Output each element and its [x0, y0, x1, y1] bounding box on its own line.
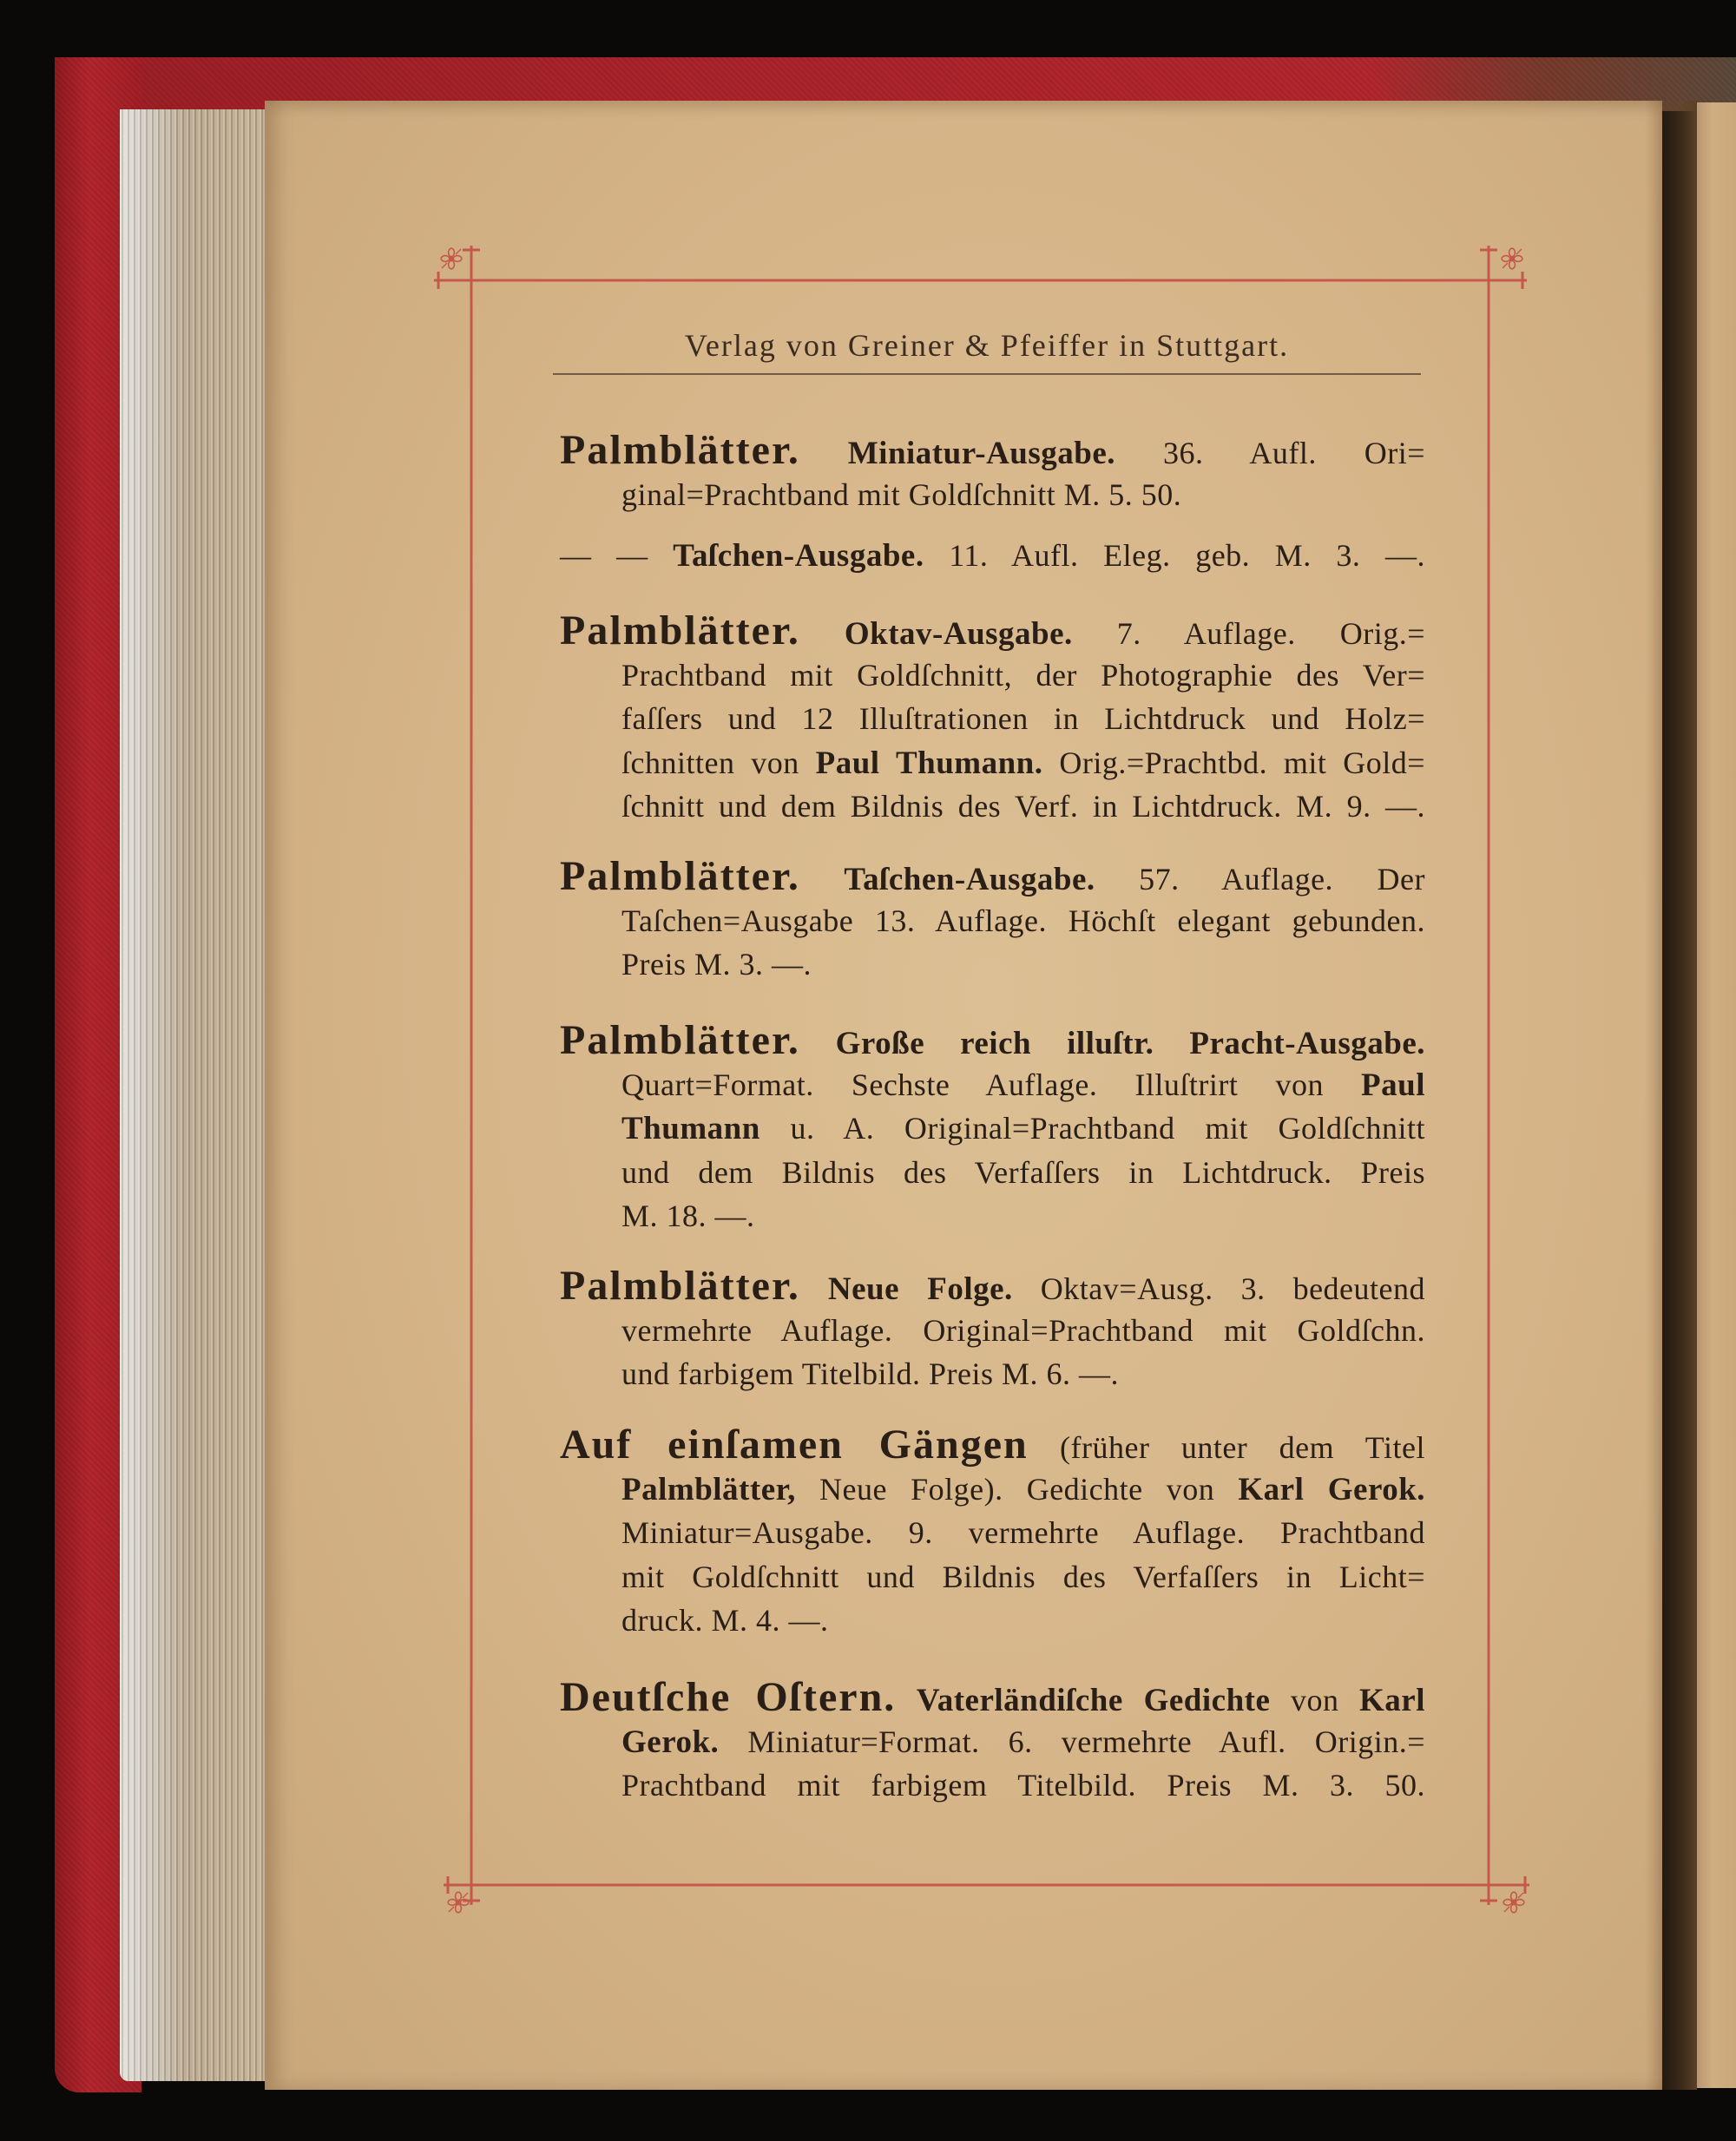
entry-line: [560, 942, 1425, 987]
entry-line: [560, 1511, 1425, 1555]
catalog-listing: [560, 0, 1425, 2141]
entry-line: [560, 429, 1425, 473]
entry-subtitle: Vaterländiſche Gedichte: [916, 1683, 1271, 1718]
entry-line: [560, 1423, 1425, 1468]
catalog-entry: [560, 534, 1425, 578]
catalog-entry: [560, 1423, 1425, 1643]
author-name: Gerok.: [621, 1724, 720, 1760]
entry-text: Neue Folge). Gedichte von: [819, 1471, 1215, 1507]
entry-text: Orig.=Prachtbd. mit Gold=: [1059, 745, 1426, 780]
entry-line: [560, 1763, 1425, 1808]
author-name: Karl Gerok.: [1238, 1471, 1426, 1507]
edition-label: Miniatur-Ausgabe.: [847, 436, 1116, 471]
entry-text: Oktav=Ausg. 3. bedeutend: [1040, 1271, 1426, 1306]
former-title: Palmblätter,: [621, 1471, 796, 1507]
entry-title: Palmblätter.: [560, 607, 800, 653]
entry-title: Palmblätter.: [560, 853, 800, 899]
entry-text: 57. Auflage. Der: [1139, 862, 1425, 896]
entry-line: [560, 1107, 1425, 1151]
entry-line: [560, 741, 1425, 785]
catalog-entry: [560, 1676, 1425, 1808]
entry-line: [560, 534, 1425, 578]
corner-ornament-bottom-right: [1503, 1892, 1524, 1913]
entry-text: und farbigem Titelbild. Preis M. 6. —.: [621, 1356, 1120, 1391]
entry-line: [560, 1468, 1425, 1512]
edition-label: Oktav-Ausgabe.: [844, 616, 1073, 652]
edition-label: Neue Folge.: [827, 1271, 1013, 1307]
entry-text: Quart=Format. Sechste Auflage. Illuſtrirt von: [621, 1067, 1324, 1102]
entry-line: [560, 785, 1425, 829]
entry-text: mit Goldſchnitt und Bildnis des Verfaſſers in Licht=: [621, 1559, 1425, 1594]
edition-label: Große reich illuſtr. Pracht-Ausgabe.: [835, 1026, 1425, 1061]
entry-line: [560, 1194, 1425, 1238]
entry-line: [560, 1555, 1425, 1599]
entry-text: ſchnitt und dem Bildnis des Verf. in Lichtdruck. M. 9. —.: [621, 789, 1425, 824]
entry-text: druck. M. 4. —.: [621, 1603, 829, 1638]
entry-text: vermehrte Auflage. Original=Prachtband mit Goldſchn.: [621, 1312, 1425, 1348]
entry-text: 7. Auflage. Orig.=: [1116, 616, 1426, 651]
catalog-entry: [560, 429, 1425, 516]
entry-line: [560, 1599, 1425, 1643]
entry-text: ginal=Prachtband mit Goldſchnitt M. 5. 50.: [621, 476, 1182, 512]
page-header: Verlag von Greiner & Pfeiffer in Stuttgart.: [684, 328, 1290, 363]
entry-price: M. 18. —.: [621, 1199, 755, 1233]
entry-line: [560, 1151, 1425, 1195]
entry-line: [560, 653, 1425, 698]
entry-line: [560, 1720, 1425, 1764]
entry-text: 11. Aufl. Eleg. geb. M. 3. —.: [949, 538, 1426, 573]
author-name: Karl: [1359, 1683, 1426, 1718]
entry-text: Prachtband mit farbigem Titelbild. Preis M. 3. 50.: [621, 1768, 1425, 1803]
entry-line: [560, 855, 1425, 899]
corner-ornament-top-left: [441, 248, 462, 269]
entry-text: Miniatur=Ausgabe. 9. vermehrte Auflage. Prachtband: [621, 1515, 1425, 1550]
entry-text: Taſchen=Ausgabe 13. Auflage. Höchſt elegant gebunden.: [621, 903, 1425, 938]
illustrator-name: Paul Thumann.: [815, 745, 1043, 781]
entry-line: [560, 1352, 1425, 1396]
entry-line: [560, 1309, 1425, 1353]
entry-title: Deutſche Oſtern.: [560, 1674, 897, 1720]
entry-line: [560, 1264, 1425, 1309]
entry-text: von: [1290, 1683, 1339, 1717]
illustrator-name: Paul: [1361, 1067, 1426, 1103]
edition-label: Taſchen-Ausgabe.: [673, 538, 924, 574]
entry-line: [560, 609, 1425, 653]
corner-ornament-bottom-left: [448, 1892, 469, 1913]
entry-text: 36. Aufl. Ori=: [1162, 436, 1426, 470]
entry-text: (früher unter dem Titel: [1060, 1430, 1425, 1465]
catalog-entry: [560, 855, 1425, 987]
entry-title: Palmblätter.: [560, 1263, 800, 1309]
entry-text: Miniatur=Format. 6. vermehrte Aufl. Origin.=: [747, 1724, 1425, 1759]
entry-price: Preis M. 3. —.: [621, 947, 812, 982]
illustrator-name: Thumann: [621, 1111, 760, 1146]
entry-text: faſſers und 12 Illuſtrationen in Lichtdruck und Holz=: [621, 701, 1425, 736]
entry-line: [560, 1063, 1425, 1107]
catalog-entry: [560, 1019, 1425, 1238]
entry-line: [560, 697, 1425, 741]
entry-line: [560, 473, 1425, 517]
entry-title: Auf einſamen Gängen: [560, 1422, 1029, 1468]
corner-ornament-top-right: [1502, 248, 1522, 269]
entry-line: [560, 1019, 1425, 1063]
entry-line: [560, 1676, 1425, 1720]
catalog-entry: [560, 609, 1425, 829]
entry-text: ſchnitten von: [621, 745, 799, 780]
entry-title: Palmblätter.: [560, 427, 800, 473]
entry-text: u. A. Original=Prachtband mit Goldſchnitt: [790, 1111, 1426, 1146]
ditto-marks: — —: [560, 538, 648, 573]
entry-text: Prachtband mit Goldſchnitt, der Photographie des Ver=: [621, 657, 1425, 693]
entry-title: Palmblätter.: [560, 1017, 800, 1063]
entry-text: und dem Bildnis des Verfaſſers in Lichtdruck. Preis: [621, 1154, 1425, 1190]
catalog-entry: [560, 1264, 1425, 1396]
entry-line: [560, 899, 1425, 943]
edition-label: Taſchen-Ausgabe.: [844, 862, 1095, 897]
